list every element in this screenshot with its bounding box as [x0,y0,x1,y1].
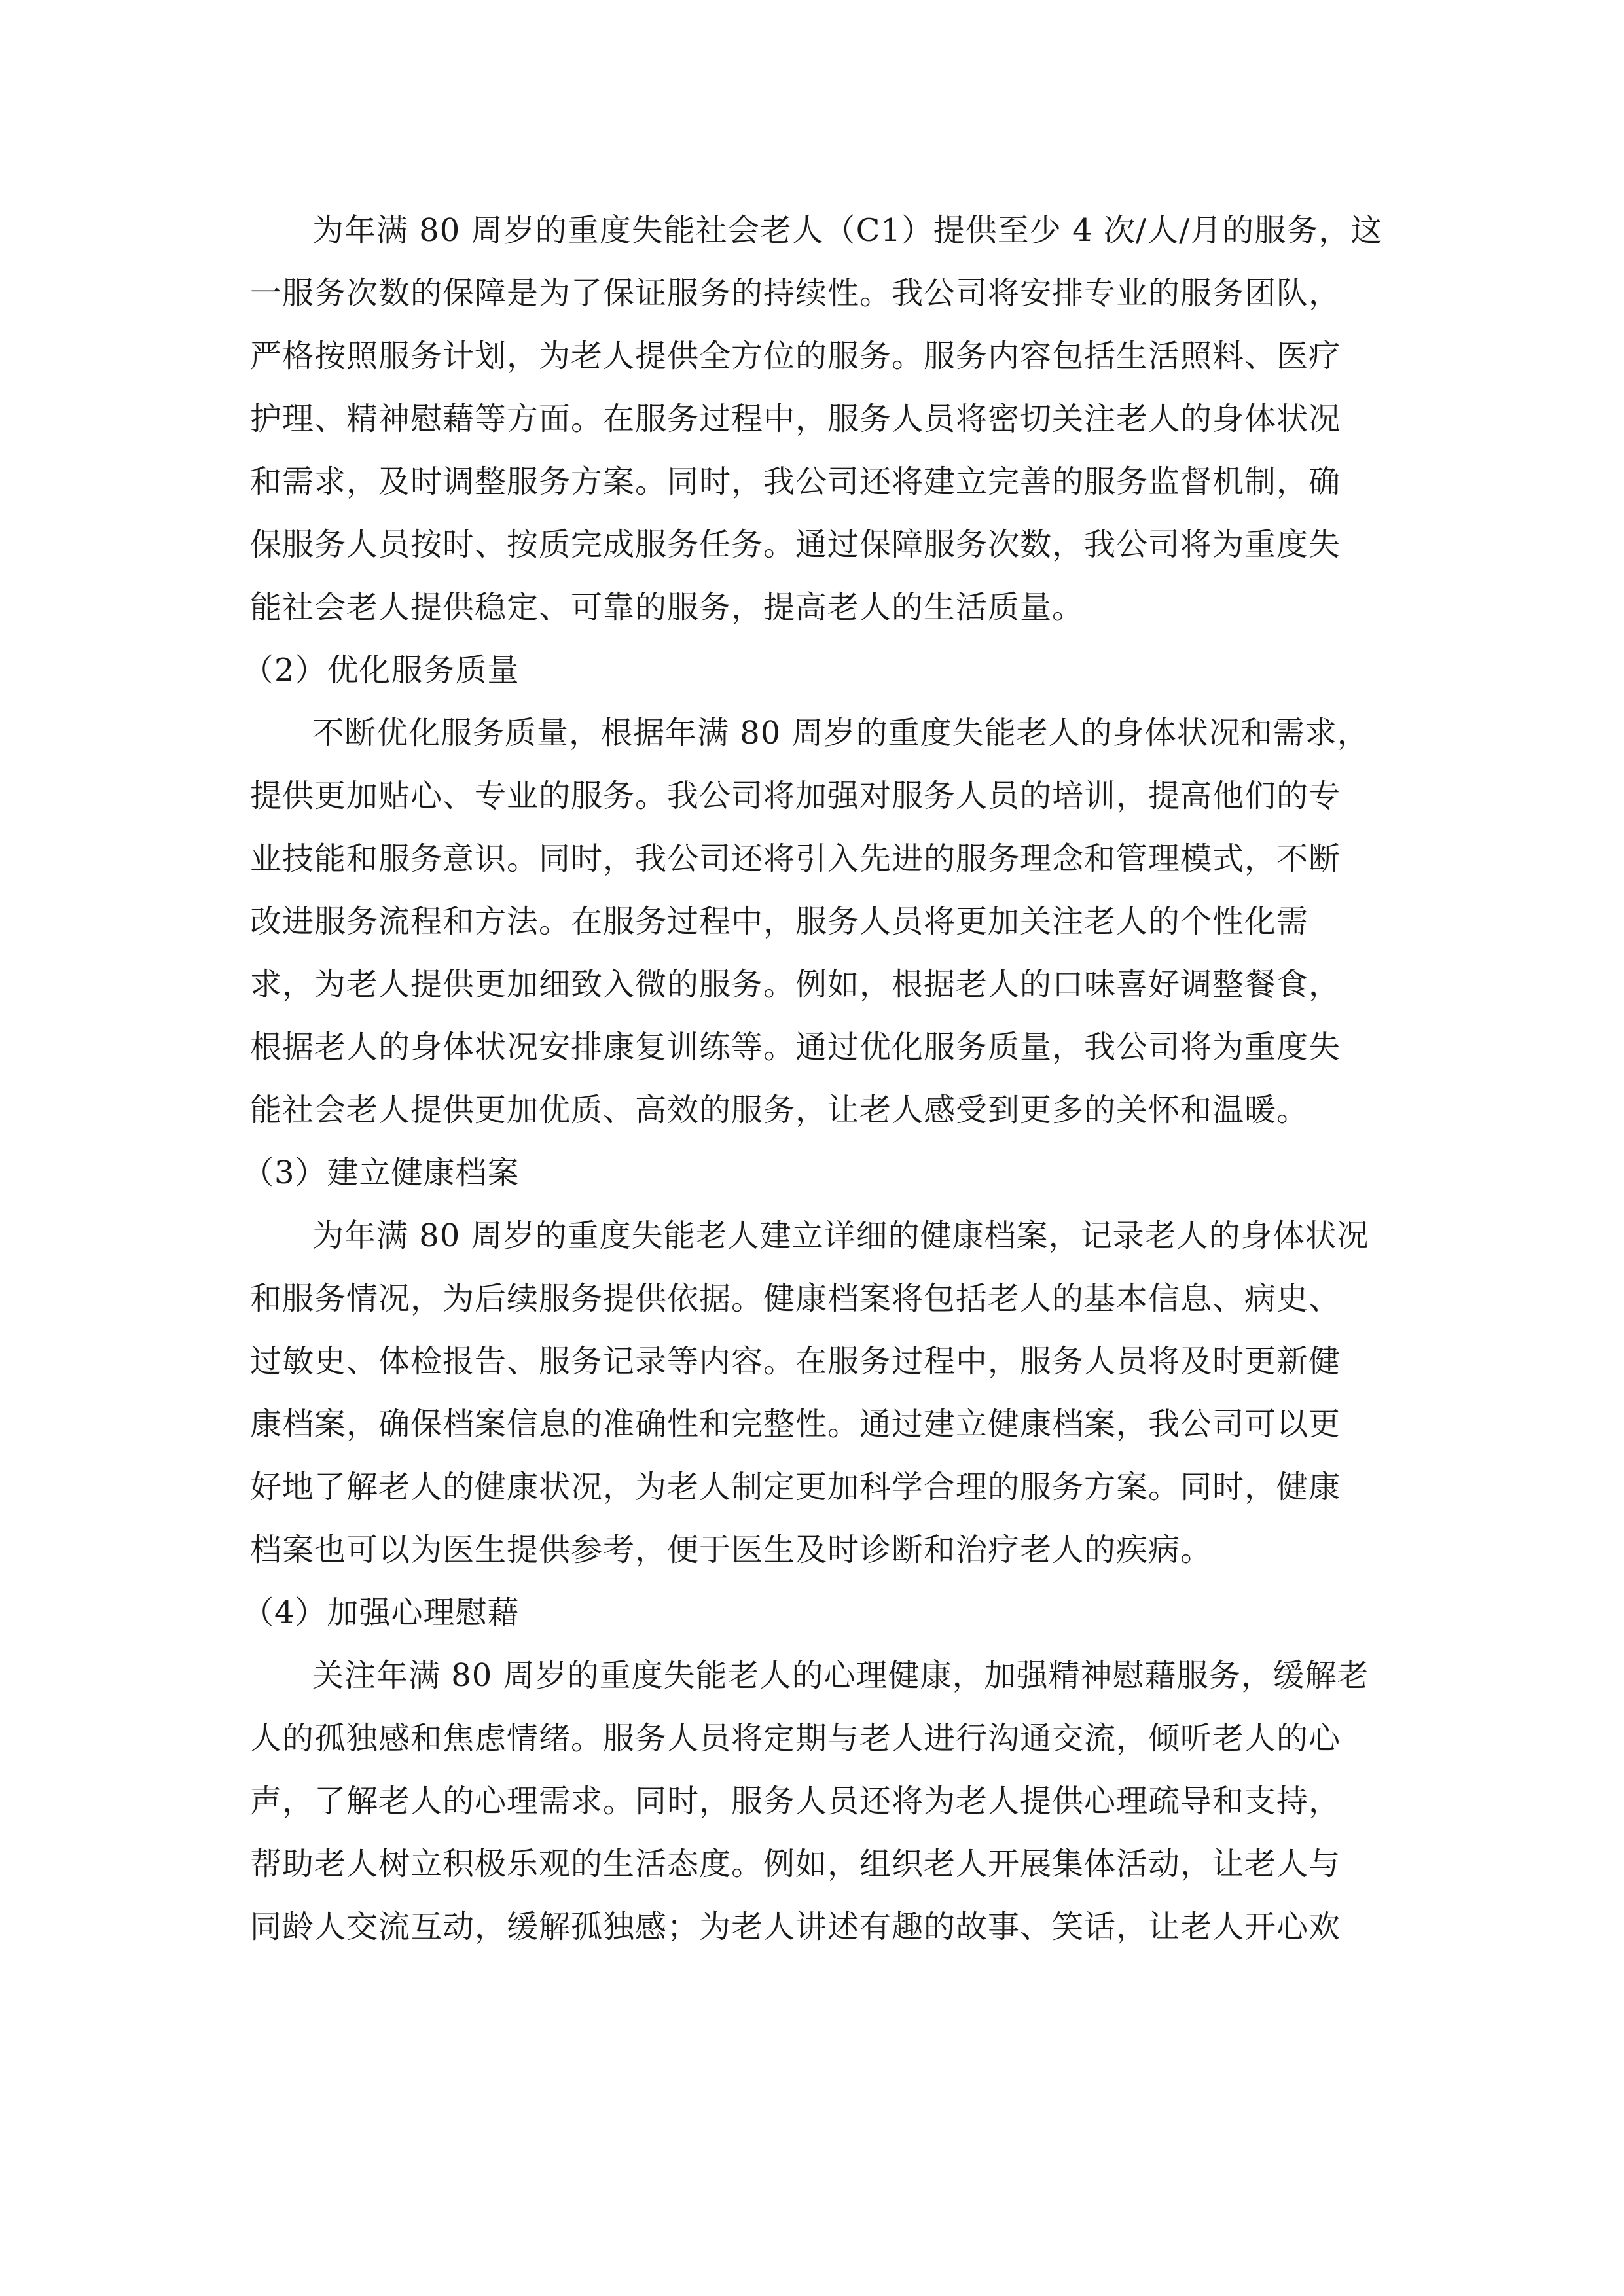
paragraph-line: 人的孤独感和焦虑情绪。服务人员将定期与老人进行沟通交流，倾听老人的心 [250,1720,1341,1757]
paragraph-line: 能社会老人提供更加优质、高效的服务，让老人感受到更多的关怀和温暖。 [250,1092,1309,1128]
paragraph-line: 和需求，及时调整服务方案。同时，我公司还将建立完善的服务监督机制，确 [250,463,1341,500]
paragraph-line: 声，了解老人的心理需求。同时，服务人员还将为老人提供心理疏导和支持， [250,1783,1341,1820]
paragraph-line: 提供更加贴心、专业的服务。我公司将加强对服务人员的培训，提高他们的专 [250,778,1341,814]
paragraph-line: 根据老人的身体状况安排康复训练等。通过优化服务质量，我公司将为重度失 [250,1029,1341,1066]
paragraph-line: 改进服务流程和方法。在服务过程中，服务人员将更加关注老人的个性化需 [250,903,1309,940]
paragraph-line: 能社会老人提供稳定、可靠的服务，提高老人的生活质量。 [250,589,1085,626]
paragraph-line: 帮助老人树立积极乐观的生活态度。例如，组织老人开展集体活动，让老人与 [250,1846,1341,1882]
paragraph-line: 一服务次数的保障是为了保证服务的持续性。我公司将安排专业的服务团队， [250,275,1341,312]
paragraph-line: 和服务情况，为后续服务提供依据。健康档案将包括老人的基本信息、病史、 [250,1280,1341,1317]
paragraph-line: 档案也可以为医生提供参考，便于医生及时诊断和治疗老人的疾病。 [250,1532,1213,1568]
paragraph-line: 求，为老人提供更加细致入微的服务。例如，根据老人的口味喜好调整餐食， [250,966,1341,1003]
paragraph-line: 业技能和服务意识。同时，我公司还将引入先进的服务理念和管理模式，不断 [250,840,1341,877]
paragraph-line: 严格按照服务计划，为老人提供全方位的服务。服务内容包括生活照料、医疗 [250,338,1341,374]
paragraph-line: 保服务人员按时、按质完成服务任务。通过保障服务次数，我公司将为重度失 [250,526,1341,563]
paragraph-line: 康档案，确保档案信息的准确性和完整性。通过建立健康档案，我公司可以更 [250,1406,1341,1443]
paragraph-line: 护理、精神慰藉等方面。在服务过程中，服务人员将密切关注老人的身体状况 [250,401,1341,437]
paragraph-line: 好地了解老人的健康状况，为老人制定更加科学合理的服务方案。同时，健康 [250,1469,1341,1505]
section-heading: （2）优化服务质量 [242,652,520,689]
paragraph-line: 为年满 80 周岁的重度失能社会老人（C1）提供至少 4 次/人/月的服务，这 [312,212,1383,249]
paragraph-line: 关注年满 80 周岁的重度失能老人的心理健康，加强精神慰藉服务，缓解老 [312,1657,1369,1694]
paragraph-line: 同龄人交流互动，缓解孤独感；为老人讲述有趣的故事、笑话，让老人开心欢 [250,1909,1341,1945]
paragraph-line: 不断优化服务质量，根据年满 80 周岁的重度失能老人的身体状况和需求， [312,715,1369,751]
paragraph-line: 为年满 80 周岁的重度失能老人建立详细的健康档案，记录老人的身体状况 [312,1217,1369,1254]
section-heading: （3）建立健康档案 [242,1155,520,1191]
paragraph-line: 过敏史、体检报告、服务记录等内容。在服务过程中，服务人员将及时更新健 [250,1343,1341,1380]
section-heading: （4）加强心理慰藉 [242,1594,520,1631]
